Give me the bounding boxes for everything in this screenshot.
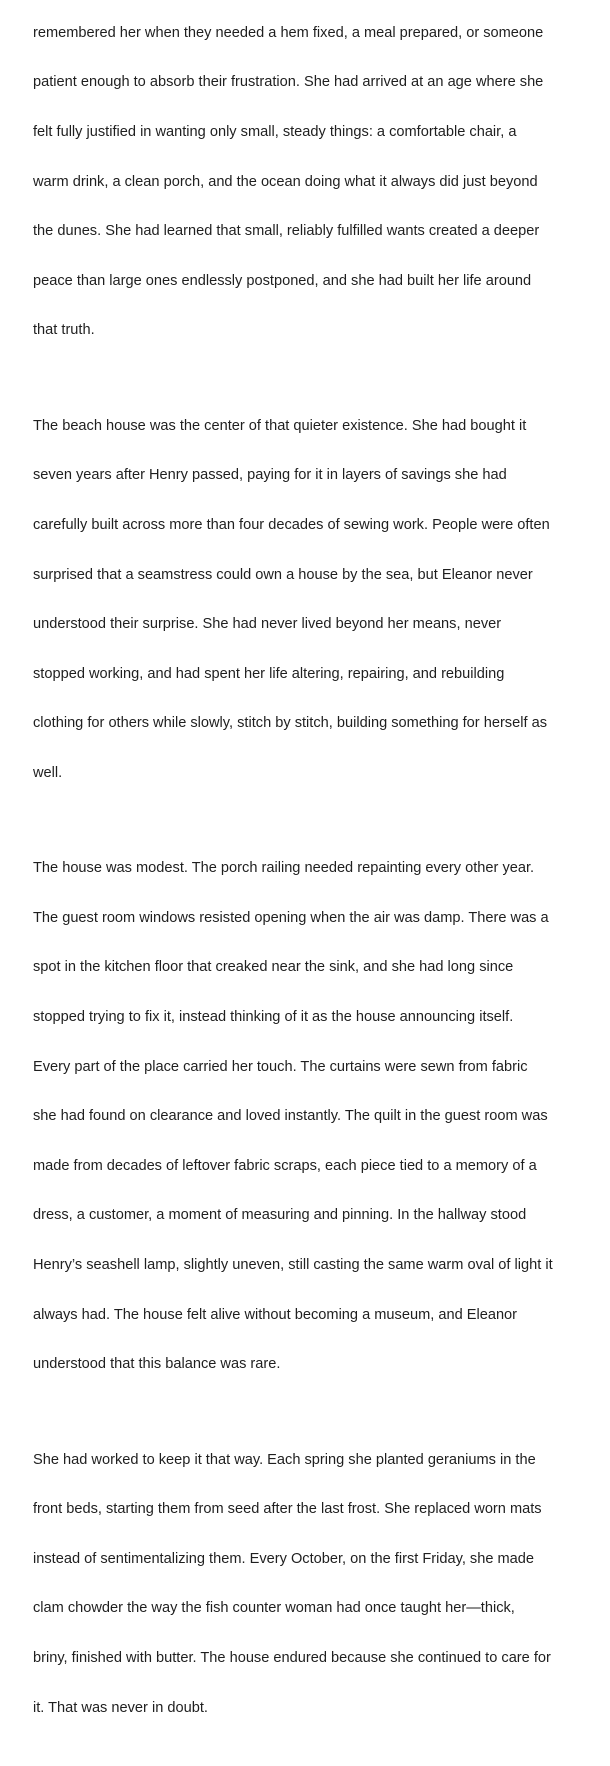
text-line: Henry’s seashell lamp, slightly uneven, still casting the same warm oval of light it [33, 1257, 553, 1274]
text-line: clam chowder the way the fish counter woman had once taught her—thick, [33, 1600, 515, 1617]
text-line: understood that this balance was rare. [33, 1356, 281, 1373]
text-line: spot in the kitchen floor that creaked near the sink, and she had long since [33, 959, 514, 976]
text-line: the dunes. She had learned that small, reliably fulfilled wants created a deeper [33, 223, 540, 240]
text-line: warm drink, a clean porch, and the ocean doing what it always did just beyond [33, 173, 538, 190]
text-line: instead of sentimentalizing them. Every October, on the first Friday, she made [33, 1550, 535, 1567]
text-line: understood their surprise. She had never lived beyond her means, never [33, 616, 502, 633]
paragraph-2 [33, 389, 581, 811]
text-line: well. [33, 764, 63, 781]
text-line: The beach house was the center of that quieter existence. She had bought it [33, 417, 527, 434]
text-line: felt fully justified in wanting only small, steady things: a comfortable chair, a [33, 123, 517, 140]
text-line: peace than large ones endlessly postponed, and she had built her life around [33, 272, 532, 289]
text-line: Every part of the place carried her touch. The curtains were sewn from fabric [33, 1058, 528, 1075]
text-line: made from decades of leftover fabric scraps, each piece tied to a memory of a [33, 1157, 537, 1174]
text-line: always had. The house felt alive without becoming a museum, and Eleanor [33, 1306, 518, 1323]
text-line: front beds, starting them from seed after the last frost. She replaced worn mats [33, 1501, 542, 1518]
text-line: that truth. [33, 322, 95, 339]
text-line: stopped trying to fix it, instead thinking of it as the house announcing itself. [33, 1009, 514, 1026]
text-line: surprised that a seamstress could own a house by the sea, but Eleanor never [33, 566, 533, 583]
document-body [33, 0, 581, 1766]
paragraph-3 [33, 832, 581, 1402]
text-line: carefully built across more than four decades of sewing work. People were often [33, 516, 550, 533]
paragraph-4 [33, 1423, 581, 1745]
text-line: dress, a customer, a moment of measuring and pinning. In the hallway stood [33, 1207, 527, 1224]
paragraph-1 [33, 0, 581, 368]
text-line: She had worked to keep it that way. Each spring she planted geraniums in the [33, 1451, 536, 1468]
text-line: briny, finished with butter. The house endured because she continued to care for [33, 1650, 551, 1666]
text-line: stopped working, and had spent her life altering, repairing, and rebuilding [33, 665, 505, 682]
text-line: remembered her when they needed a hem fixed, a meal prepared, or someone [33, 24, 544, 41]
text-line: she had found on clearance and loved instantly. The quilt in the guest room was [33, 1108, 548, 1125]
text-line: it. That was never in doubt. [33, 1699, 208, 1716]
text-line: clothing for others while slowly, stitch by stitch, building something for herself as [33, 715, 547, 732]
text-line: The guest room windows resisted opening when the air was damp. There was a [33, 909, 549, 926]
text-line: seven years after Henry passed, paying for it in layers of savings she had [33, 467, 507, 484]
text-line: patient enough to absorb their frustration. She had arrived at an age where she [33, 74, 544, 91]
text-line: The house was modest. The porch railing needed repainting every other year. [33, 860, 535, 877]
